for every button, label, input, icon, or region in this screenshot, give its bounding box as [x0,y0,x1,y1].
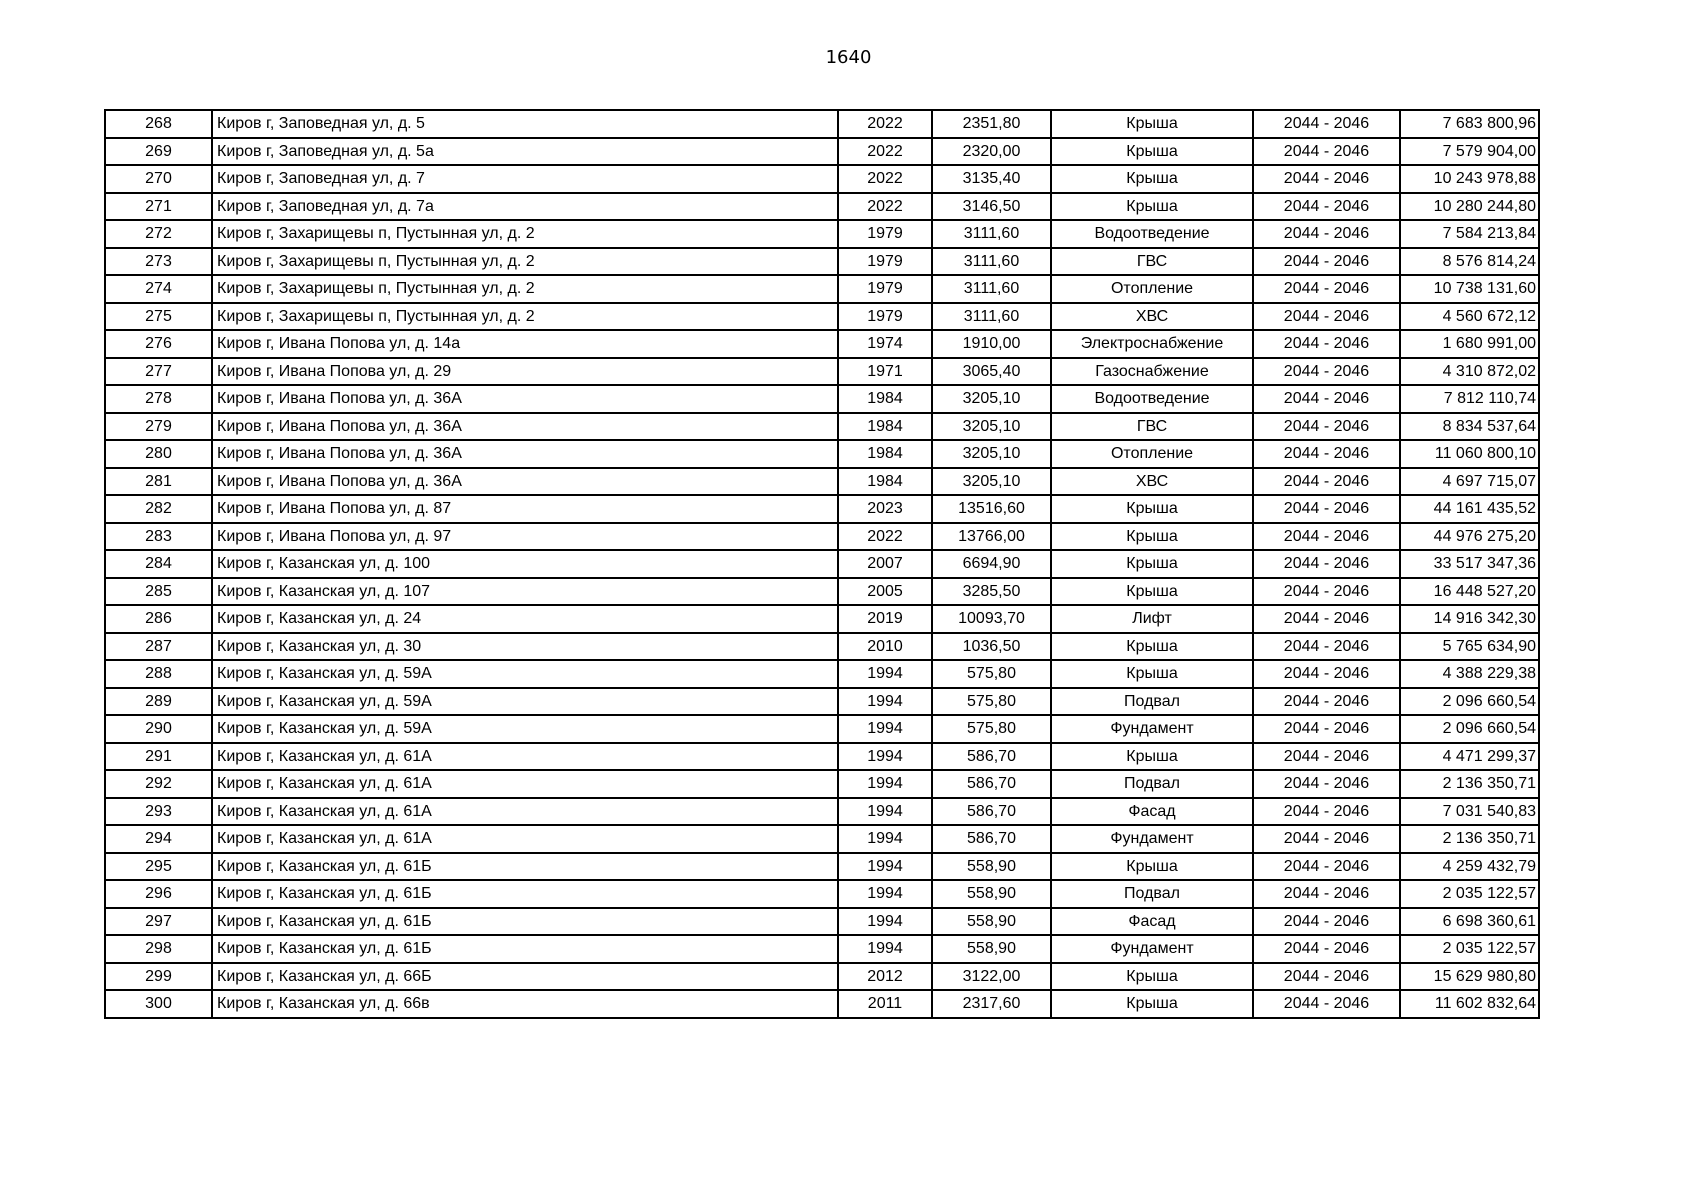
area-cell: 586,70 [932,825,1051,853]
table-row [105,495,1539,523]
cost-cell: 8 834 537,64 [1400,413,1539,441]
cost-cell: 14 916 342,30 [1400,605,1539,633]
period-cell: 2044 - 2046 [1253,743,1400,771]
year-cell: 1994 [838,715,932,743]
period-cell: 2044 - 2046 [1253,605,1400,633]
period-cell: 2044 - 2046 [1253,138,1400,166]
row-number-cell: 300 [105,990,212,1018]
address-cell: Киров г, Ивана Попова ул, д. 36А [212,440,838,468]
cost-cell: 2 136 350,71 [1400,825,1539,853]
period-cell: 2044 - 2046 [1253,660,1400,688]
table-row [105,358,1539,386]
table-row [105,633,1539,661]
table-row [105,193,1539,221]
row-number-cell: 290 [105,715,212,743]
cost-cell: 44 161 435,52 [1400,495,1539,523]
cost-cell: 5 765 634,90 [1400,633,1539,661]
work-type-cell: Лифт [1051,605,1253,633]
work-type-cell: Отопление [1051,275,1253,303]
area-cell: 558,90 [932,880,1051,908]
work-type-cell: Газоснабжение [1051,358,1253,386]
repair-schedule-table [104,109,1540,1019]
address-cell: Киров г, Казанская ул, д. 61А [212,770,838,798]
period-cell: 2044 - 2046 [1253,193,1400,221]
work-type-cell: Крыша [1051,495,1253,523]
area-cell: 3135,40 [932,165,1051,193]
work-type-cell: Крыша [1051,523,1253,551]
period-cell: 2044 - 2046 [1253,578,1400,606]
address-cell: Киров г, Казанская ул, д. 59А [212,688,838,716]
area-cell: 3205,10 [932,468,1051,496]
work-type-cell: Крыша [1051,743,1253,771]
address-cell: Киров г, Захарищевы п, Пустынная ул, д. 2 [212,275,838,303]
work-type-cell: Фасад [1051,798,1253,826]
address-cell: Киров г, Казанская ул, д. 107 [212,578,838,606]
address-cell: Киров г, Заповедная ул, д. 7 [212,165,838,193]
year-cell: 1984 [838,413,932,441]
table-row [105,220,1539,248]
work-type-cell: ХВС [1051,468,1253,496]
area-cell: 3111,60 [932,248,1051,276]
row-number-cell: 295 [105,853,212,881]
period-cell: 2044 - 2046 [1253,248,1400,276]
period-cell: 2044 - 2046 [1253,495,1400,523]
table-row [105,138,1539,166]
table-row [105,743,1539,771]
work-type-cell: Крыша [1051,110,1253,138]
work-type-cell: Отопление [1051,440,1253,468]
area-cell: 3146,50 [932,193,1051,221]
cost-cell: 1 680 991,00 [1400,330,1539,358]
year-cell: 1984 [838,440,932,468]
table-row [105,248,1539,276]
table-row [105,770,1539,798]
area-cell: 558,90 [932,908,1051,936]
cost-cell: 10 243 978,88 [1400,165,1539,193]
period-cell: 2044 - 2046 [1253,385,1400,413]
work-type-cell: Фундамент [1051,825,1253,853]
row-number-cell: 293 [105,798,212,826]
table-row [105,935,1539,963]
year-cell: 1994 [838,853,932,881]
area-cell: 3111,60 [932,303,1051,331]
year-cell: 1994 [838,825,932,853]
row-number-cell: 272 [105,220,212,248]
year-cell: 2012 [838,963,932,991]
year-cell: 1994 [838,688,932,716]
address-cell: Киров г, Казанская ул, д. 100 [212,550,838,578]
address-cell: Киров г, Захарищевы п, Пустынная ул, д. 2 [212,303,838,331]
row-number-cell: 296 [105,880,212,908]
period-cell: 2044 - 2046 [1253,633,1400,661]
year-cell: 1979 [838,303,932,331]
row-number-cell: 299 [105,963,212,991]
address-cell: Киров г, Заповедная ул, д. 5 [212,110,838,138]
cost-cell: 2 035 122,57 [1400,880,1539,908]
row-number-cell: 297 [105,908,212,936]
area-cell: 10093,70 [932,605,1051,633]
period-cell: 2044 - 2046 [1253,825,1400,853]
table-row [105,468,1539,496]
period-cell: 2044 - 2046 [1253,853,1400,881]
area-cell: 2320,00 [932,138,1051,166]
area-cell: 586,70 [932,770,1051,798]
work-type-cell: Крыша [1051,853,1253,881]
area-cell: 2351,80 [932,110,1051,138]
row-number-cell: 278 [105,385,212,413]
year-cell: 1974 [838,330,932,358]
period-cell: 2044 - 2046 [1253,110,1400,138]
period-cell: 2044 - 2046 [1253,550,1400,578]
cost-cell: 15 629 980,80 [1400,963,1539,991]
table-body [105,110,1539,1018]
work-type-cell: Крыша [1051,193,1253,221]
cost-cell: 11 060 800,10 [1400,440,1539,468]
table-row [105,275,1539,303]
cost-cell: 2 035 122,57 [1400,935,1539,963]
address-cell: Киров г, Захарищевы п, Пустынная ул, д. 2 [212,248,838,276]
area-cell: 575,80 [932,688,1051,716]
area-cell: 3065,40 [932,358,1051,386]
year-cell: 2022 [838,193,932,221]
address-cell: Киров г, Захарищевы п, Пустынная ул, д. 2 [212,220,838,248]
work-type-cell: Крыша [1051,138,1253,166]
table-row [105,523,1539,551]
period-cell: 2044 - 2046 [1253,963,1400,991]
row-number-cell: 286 [105,605,212,633]
row-number-cell: 292 [105,770,212,798]
cost-cell: 10 280 244,80 [1400,193,1539,221]
area-cell: 1036,50 [932,633,1051,661]
cost-cell: 4 560 672,12 [1400,303,1539,331]
address-cell: Киров г, Казанская ул, д. 61А [212,798,838,826]
period-cell: 2044 - 2046 [1253,990,1400,1018]
area-cell: 575,80 [932,660,1051,688]
address-cell: Киров г, Казанская ул, д. 61Б [212,908,838,936]
area-cell: 6694,90 [932,550,1051,578]
year-cell: 1979 [838,248,932,276]
period-cell: 2044 - 2046 [1253,688,1400,716]
work-type-cell: Крыша [1051,578,1253,606]
address-cell: Киров г, Казанская ул, д. 24 [212,605,838,633]
row-number-cell: 268 [105,110,212,138]
table-row [105,688,1539,716]
address-cell: Киров г, Казанская ул, д. 61А [212,825,838,853]
row-number-cell: 288 [105,660,212,688]
year-cell: 2023 [838,495,932,523]
year-cell: 1994 [838,660,932,688]
year-cell: 1994 [838,908,932,936]
table-row [105,963,1539,991]
cost-cell: 2 136 350,71 [1400,770,1539,798]
area-cell: 3111,60 [932,220,1051,248]
address-cell: Киров г, Ивана Попова ул, д. 36А [212,468,838,496]
period-cell: 2044 - 2046 [1253,935,1400,963]
cost-cell: 7 031 540,83 [1400,798,1539,826]
row-number-cell: 285 [105,578,212,606]
area-cell: 558,90 [932,853,1051,881]
period-cell: 2044 - 2046 [1253,220,1400,248]
table-row [105,385,1539,413]
address-cell: Киров г, Заповедная ул, д. 7а [212,193,838,221]
cost-cell: 2 096 660,54 [1400,715,1539,743]
cost-cell: 33 517 347,36 [1400,550,1539,578]
year-cell: 1994 [838,798,932,826]
table-row [105,990,1539,1018]
cost-cell: 10 738 131,60 [1400,275,1539,303]
year-cell: 1994 [838,935,932,963]
table-row [105,330,1539,358]
cost-cell: 7 683 800,96 [1400,110,1539,138]
work-type-cell: ГВС [1051,413,1253,441]
period-cell: 2044 - 2046 [1253,440,1400,468]
year-cell: 2022 [838,110,932,138]
period-cell: 2044 - 2046 [1253,908,1400,936]
area-cell: 558,90 [932,935,1051,963]
period-cell: 2044 - 2046 [1253,468,1400,496]
work-type-cell: Водоотведение [1051,220,1253,248]
work-type-cell: Фасад [1051,908,1253,936]
address-cell: Киров г, Ивана Попова ул, д. 14а [212,330,838,358]
work-type-cell: Крыша [1051,990,1253,1018]
area-cell: 3205,10 [932,440,1051,468]
year-cell: 2005 [838,578,932,606]
cost-cell: 4 697 715,07 [1400,468,1539,496]
period-cell: 2044 - 2046 [1253,330,1400,358]
year-cell: 2007 [838,550,932,578]
cost-cell: 7 579 904,00 [1400,138,1539,166]
cost-cell: 4 259 432,79 [1400,853,1539,881]
cost-cell: 7 812 110,74 [1400,385,1539,413]
cost-cell: 44 976 275,20 [1400,523,1539,551]
address-cell: Киров г, Заповедная ул, д. 5а [212,138,838,166]
row-number-cell: 280 [105,440,212,468]
work-type-cell: Крыша [1051,165,1253,193]
area-cell: 1910,00 [932,330,1051,358]
year-cell: 2010 [838,633,932,661]
year-cell: 1994 [838,743,932,771]
work-type-cell: Крыша [1051,633,1253,661]
row-number-cell: 287 [105,633,212,661]
address-cell: Киров г, Казанская ул, д. 61А [212,743,838,771]
year-cell: 1984 [838,468,932,496]
period-cell: 2044 - 2046 [1253,413,1400,441]
address-cell: Киров г, Казанская ул, д. 59А [212,660,838,688]
work-type-cell: Подвал [1051,770,1253,798]
work-type-cell: Крыша [1051,550,1253,578]
year-cell: 1979 [838,220,932,248]
row-number-cell: 277 [105,358,212,386]
work-type-cell: Крыша [1051,660,1253,688]
row-number-cell: 294 [105,825,212,853]
area-cell: 13766,00 [932,523,1051,551]
table-row [105,880,1539,908]
area-cell: 3122,00 [932,963,1051,991]
work-type-cell: Фундамент [1051,935,1253,963]
work-type-cell: Подвал [1051,880,1253,908]
table-row [105,165,1539,193]
row-number-cell: 275 [105,303,212,331]
area-cell: 586,70 [932,798,1051,826]
area-cell: 575,80 [932,715,1051,743]
cost-cell: 2 096 660,54 [1400,688,1539,716]
row-number-cell: 298 [105,935,212,963]
work-type-cell: ГВС [1051,248,1253,276]
period-cell: 2044 - 2046 [1253,303,1400,331]
row-number-cell: 281 [105,468,212,496]
work-type-cell: Электроснабжение [1051,330,1253,358]
work-type-cell: Подвал [1051,688,1253,716]
cost-cell: 4 310 872,02 [1400,358,1539,386]
year-cell: 1984 [838,385,932,413]
row-number-cell: 271 [105,193,212,221]
row-number-cell: 269 [105,138,212,166]
table-row [105,413,1539,441]
area-cell: 586,70 [932,743,1051,771]
address-cell: Киров г, Казанская ул, д. 30 [212,633,838,661]
row-number-cell: 283 [105,523,212,551]
table-row [105,550,1539,578]
period-cell: 2044 - 2046 [1253,165,1400,193]
page-number: 1640 [825,47,872,68]
row-number-cell: 291 [105,743,212,771]
period-cell: 2044 - 2046 [1253,798,1400,826]
row-number-cell: 273 [105,248,212,276]
row-number-cell: 284 [105,550,212,578]
table-row [105,110,1539,138]
table-row [105,715,1539,743]
area-cell: 2317,60 [932,990,1051,1018]
table-row [105,908,1539,936]
cost-cell: 6 698 360,61 [1400,908,1539,936]
year-cell: 2022 [838,523,932,551]
table-row [105,303,1539,331]
row-number-cell: 279 [105,413,212,441]
work-type-cell: Водоотведение [1051,385,1253,413]
period-cell: 2044 - 2046 [1253,358,1400,386]
period-cell: 2044 - 2046 [1253,275,1400,303]
table-row [105,660,1539,688]
work-type-cell: ХВС [1051,303,1253,331]
address-cell: Киров г, Казанская ул, д. 66Б [212,963,838,991]
area-cell: 3285,50 [932,578,1051,606]
area-cell: 3205,10 [932,385,1051,413]
period-cell: 2044 - 2046 [1253,715,1400,743]
cost-cell: 16 448 527,20 [1400,578,1539,606]
table-row [105,578,1539,606]
work-type-cell: Фундамент [1051,715,1253,743]
cost-cell: 7 584 213,84 [1400,220,1539,248]
year-cell: 1994 [838,880,932,908]
address-cell: Киров г, Казанская ул, д. 66в [212,990,838,1018]
row-number-cell: 276 [105,330,212,358]
year-cell: 2022 [838,165,932,193]
year-cell: 1971 [838,358,932,386]
row-number-cell: 282 [105,495,212,523]
area-cell: 3205,10 [932,413,1051,441]
row-number-cell: 274 [105,275,212,303]
table-row [105,825,1539,853]
address-cell: Киров г, Казанская ул, д. 59А [212,715,838,743]
address-cell: Киров г, Ивана Попова ул, д. 87 [212,495,838,523]
year-cell: 1979 [838,275,932,303]
address-cell: Киров г, Казанская ул, д. 61Б [212,853,838,881]
cost-cell: 4 388 229,38 [1400,660,1539,688]
table-row [105,605,1539,633]
address-cell: Киров г, Ивана Попова ул, д. 29 [212,358,838,386]
row-number-cell: 289 [105,688,212,716]
area-cell: 3111,60 [932,275,1051,303]
cost-cell: 8 576 814,24 [1400,248,1539,276]
address-cell: Киров г, Казанская ул, д. 61Б [212,935,838,963]
cost-cell: 11 602 832,64 [1400,990,1539,1018]
year-cell: 2022 [838,138,932,166]
year-cell: 1994 [838,770,932,798]
table-row [105,853,1539,881]
address-cell: Киров г, Ивана Попова ул, д. 97 [212,523,838,551]
area-cell: 13516,60 [932,495,1051,523]
address-cell: Киров г, Казанская ул, д. 61Б [212,880,838,908]
row-number-cell: 270 [105,165,212,193]
table-row [105,440,1539,468]
table-row [105,798,1539,826]
year-cell: 2011 [838,990,932,1018]
period-cell: 2044 - 2046 [1253,523,1400,551]
work-type-cell: Крыша [1051,963,1253,991]
period-cell: 2044 - 2046 [1253,770,1400,798]
cost-cell: 4 471 299,37 [1400,743,1539,771]
year-cell: 2019 [838,605,932,633]
address-cell: Киров г, Ивана Попова ул, д. 36А [212,385,838,413]
address-cell: Киров г, Ивана Попова ул, д. 36А [212,413,838,441]
period-cell: 2044 - 2046 [1253,880,1400,908]
